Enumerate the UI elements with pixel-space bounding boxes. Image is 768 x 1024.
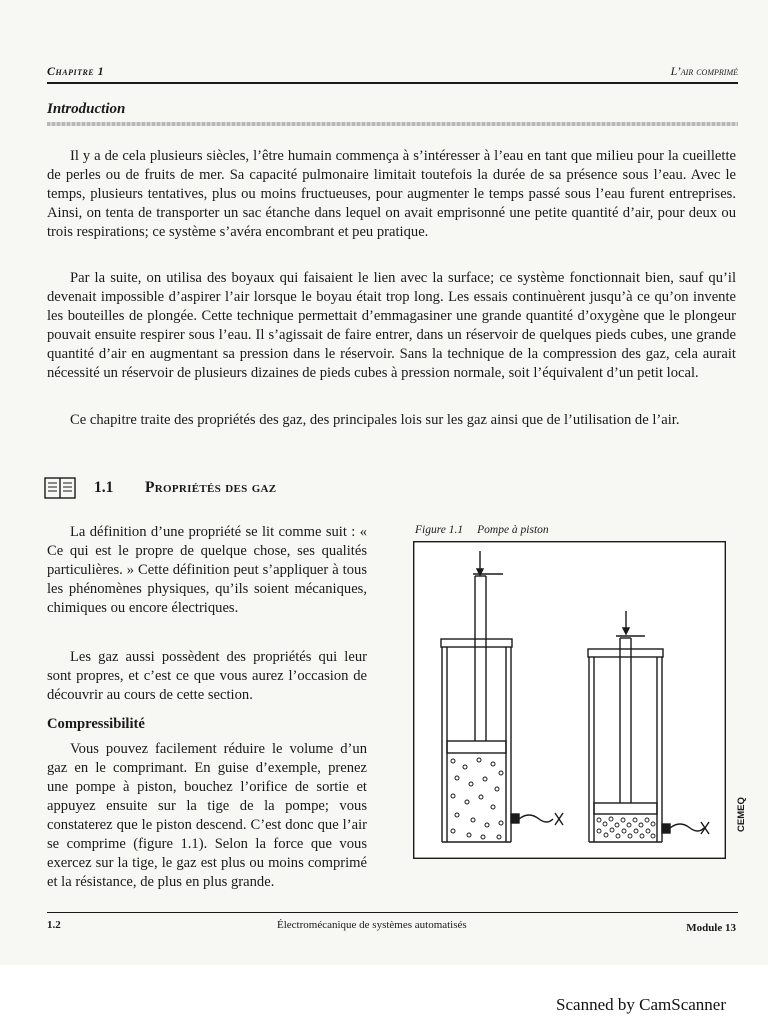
heading-rule xyxy=(47,122,738,126)
page-number: 1.2 xyxy=(47,919,61,931)
section-title: Propriétés des gaz xyxy=(145,479,277,496)
intro-paragraph-3: Ce chapitre traite des propriétés des gaz, des principales lois sur les gaz ainsi que de l’utilisation de l’air. xyxy=(70,412,680,428)
figure-title: Pompe à piston xyxy=(477,524,549,536)
subject-label: L’air comprimé xyxy=(670,64,738,78)
course-title: Électromécanique de systèmes automatisés xyxy=(277,919,467,931)
section-paragraph-2: Les gaz aussi possèdent des propriétés qui leur sont propres, et c’est ce que vous aurez l’occasion de découvrir au cours de cette section. xyxy=(47,649,367,703)
scanner-watermark: Scanned by CamScanner xyxy=(556,995,726,1014)
intro-paragraph-1: Il y a de cela plusieurs siècles, l’être humain commença à s’intéresser à l’eau en tant que milieu pour la cueillette de perles ou de fruits de mer. Sa capacité pulmonaire limitait toutefois la durée de sa présence sous l’eau. Avec le temps, plusieurs tentatives, plus ou moins fructueuses, pour augmenter le temps passé sous l’eau furent entreprises. Ainsi, on tenta de transporter un sac étanche dans lequel on avait emprisonné une petite quantité d’air, pour deux ou trois respirations; ce système s’avéra encombrant et peu pratique. xyxy=(47,148,736,240)
running-header xyxy=(47,64,738,84)
section-number: 1.1 xyxy=(94,479,114,496)
module-label: Module 13 xyxy=(686,922,736,934)
figure-caption xyxy=(415,524,549,536)
figure-credit: CEMEQ xyxy=(736,797,747,832)
figure-number: Figure 1.1 xyxy=(415,524,464,536)
introduction-heading: Introduction xyxy=(47,101,126,117)
intro-paragraph-2: Par la suite, on utilisa des boyaux qui faisaient le lien avec la surface; ce système fonctionnait bien, sauf qu’il devenait impossible d’aspirer l’air lorsque le boyau était trop long. Les essais continuèrent jusqu’à ce qu’on invente les bouteilles de plongée. Cette technique permettait d’emmagasiner une grande quantité d’oxygène que le plongeur pouvait ensuite respirer sous l’eau. Il s’agissait de faire entrer, dans un réservoir de quelques pieds cubes, une grande quantité d’air en augmentant sa pression dans le réservoir. Sans la technique de la compression des gaz, cela aurait nécessité un réservoir de plusieurs dizaines de pieds cubes à pression normale, soit l’équivalent d’un petit local. xyxy=(47,270,736,381)
book-icon xyxy=(44,477,76,499)
page-footer xyxy=(47,912,738,935)
section-paragraph-1: La définition d’une propriété se lit comme suit : « Ce qui est le propre de quelque chose, ses qualités particulières. » Cette définition peut s’appliquer à tous les phénomènes physiques, qu’ils soient mécaniques, chimiques ou encore électriques. xyxy=(47,524,367,616)
chapter-label: Chapitre 1 xyxy=(47,64,105,78)
subsection-paragraph: Vous pouvez facilement réduire le volume d’un gaz en le comprimant. En guise d’exemple, prenez une pompe à piston, bouchez l’orifice de sortie et appuyez ensuite sur la tige de la pompe; vous constaterez que le piston descend. C’est donc que l’air se comprime (figure 1.1). Selon la force que vous exercez sur la tige, le gaz est plus ou moins comprimé et la résistance, de plus en plus grande. xyxy=(47,741,367,890)
subsection-heading: Compressibilité xyxy=(47,716,145,732)
piston-pump-figure xyxy=(413,541,726,859)
